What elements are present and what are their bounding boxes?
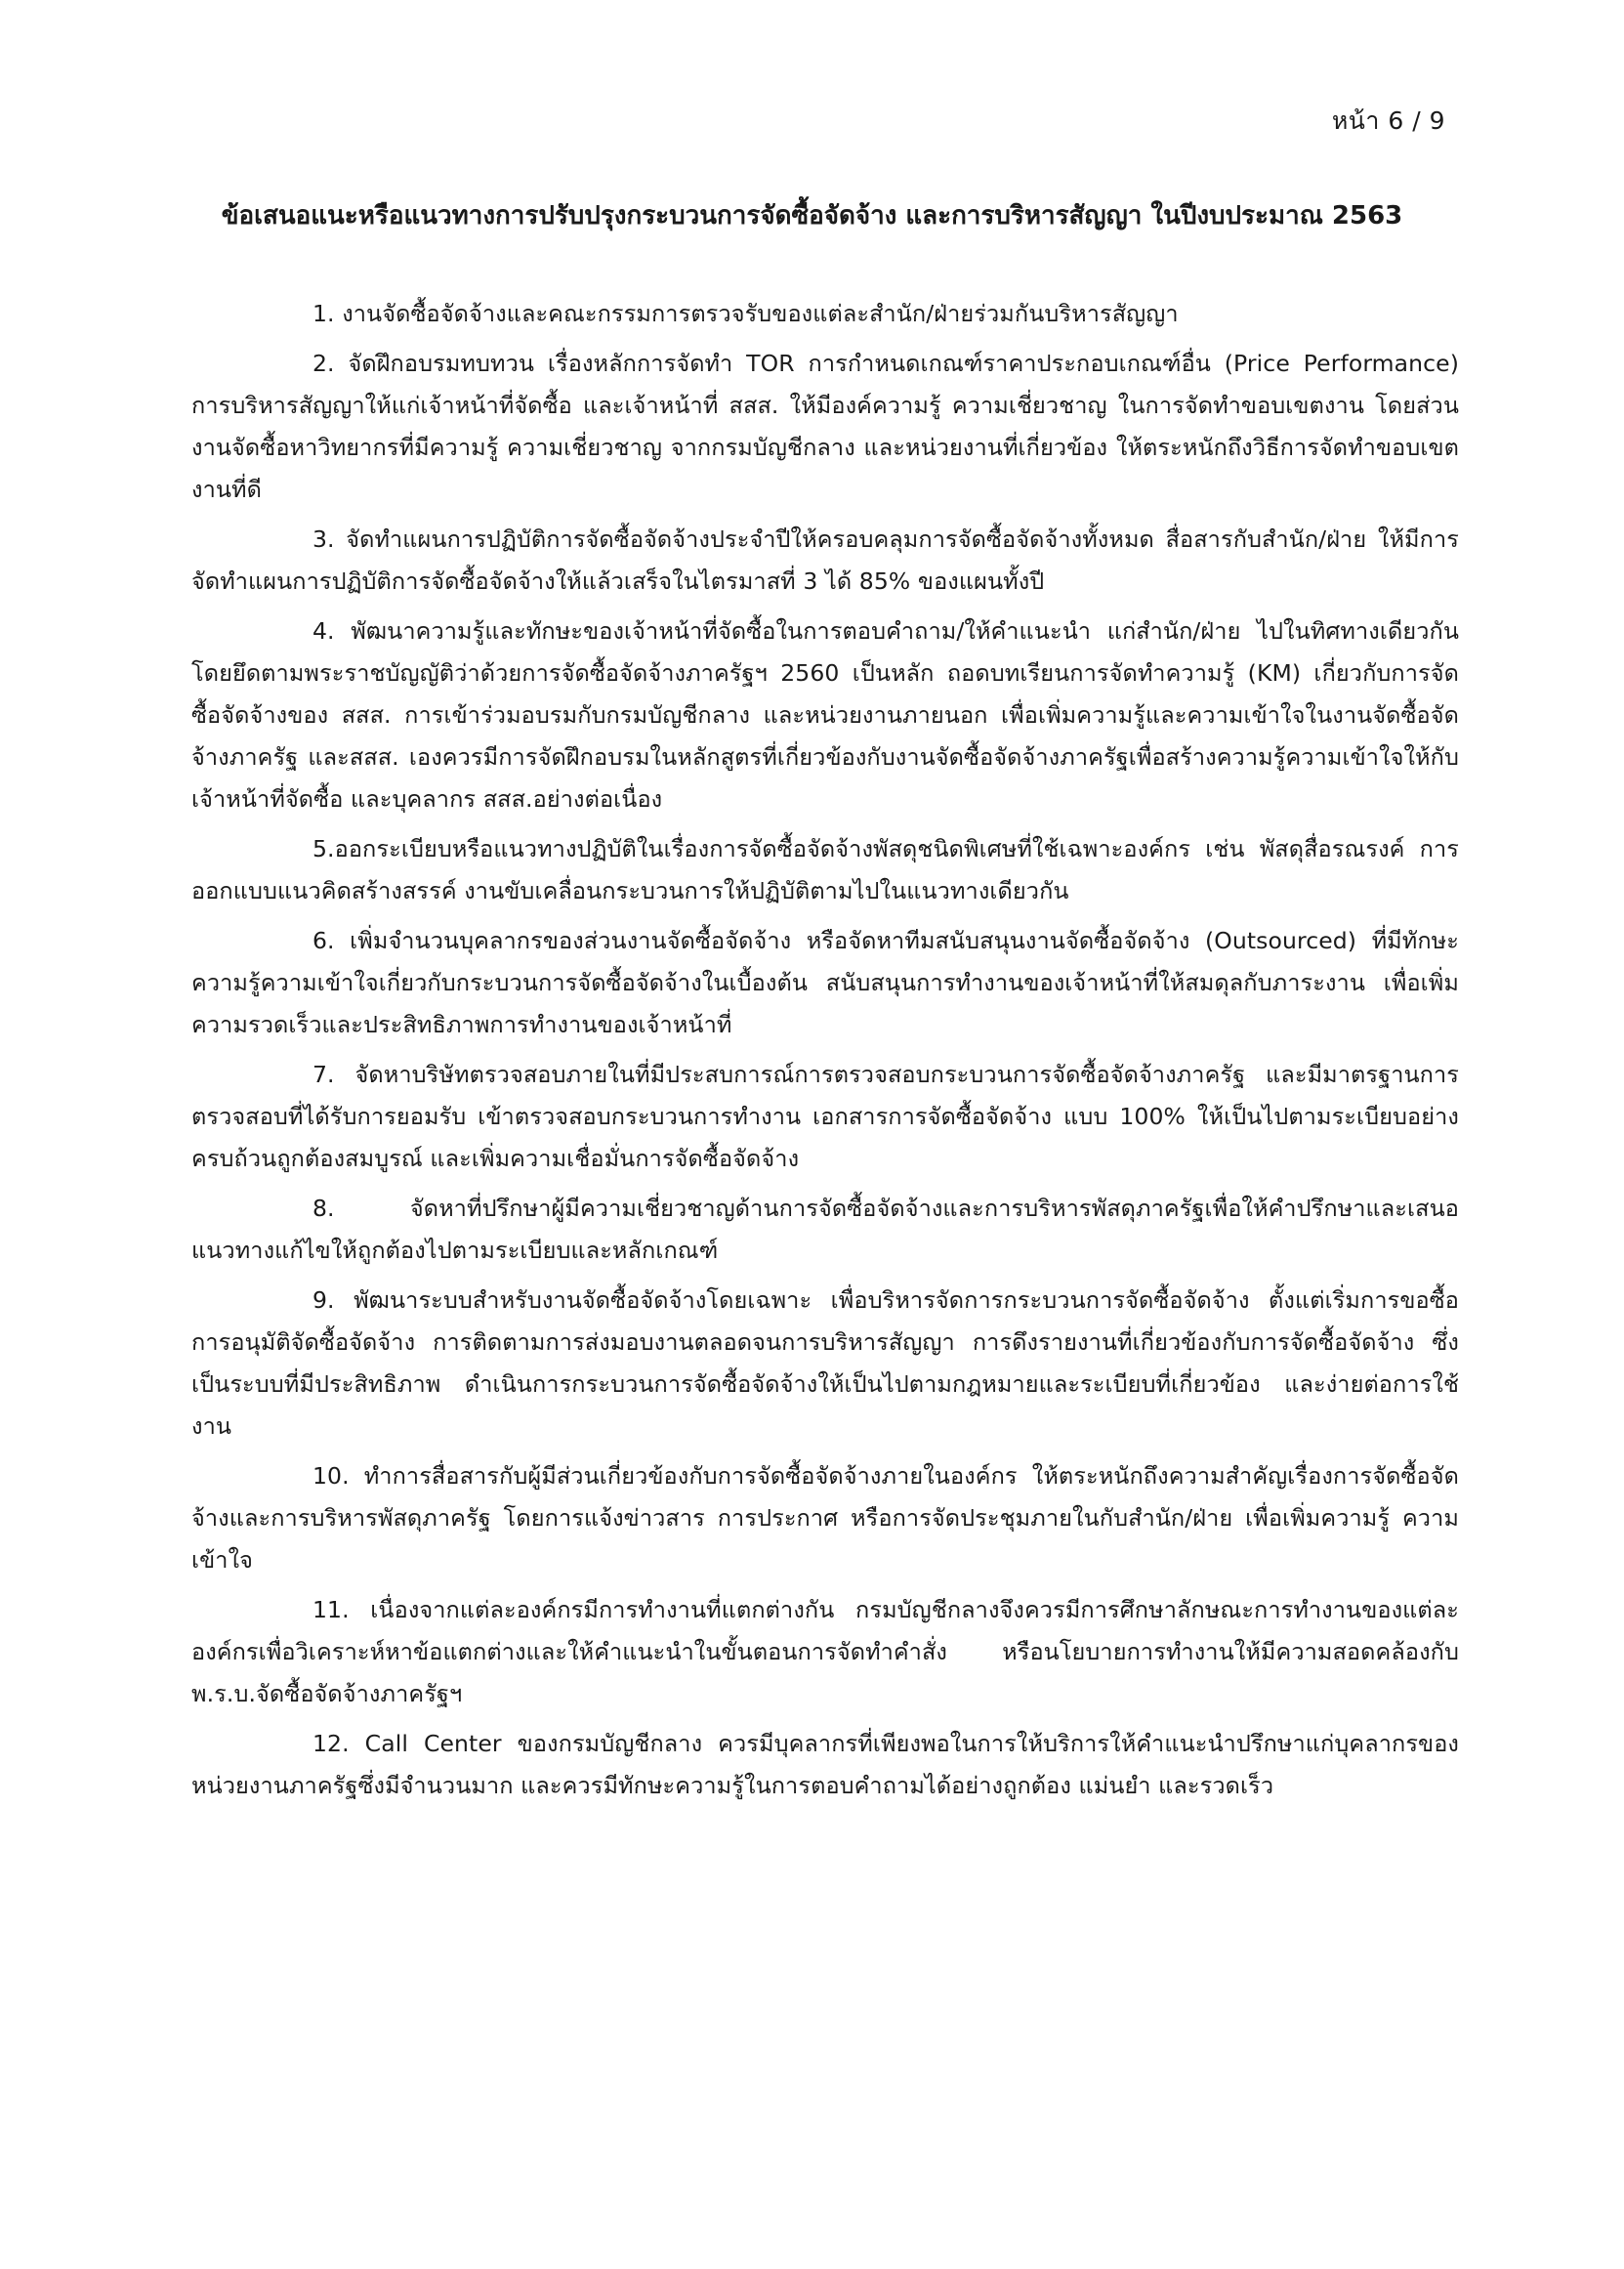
- list-item: 6. เพิ่มจำนวนบุคลากรของส่วนงานจัดซื้อจัดจ้าง หรือจัดหาทีมสนับสนุนงานจัดซื้อจัดจ้าง (Outsourced) ที่มีทักษะความรู้ความเข้าใจเกี่ยวกับกระบวนการจัดซื้อจัดจ้างในเบื้องต้น สนับสนุนการทำงานของเจ้าหน้าที่ให้สมดุลกับภาระงาน เพื่อเพิ่มความรวดเร็วและประสิทธิภาพการทำงานของเจ้าหน้าที่: [191, 927, 1459, 1038]
- list-item: 9. พัฒนาระบบสำหรับงานจัดซื้อจัดจ้างโดยเฉพาะ เพื่อบริหารจัดการกระบวนการจัดซื้อจัดจ้าง ตั้งแต่เริ่มการขอซื้อ การอนุมัติจัดซื้อจัดจ้าง การติดตามการส่งมอบงานตลอดจนการบริหารสัญญา การดึงรายงานที่เกี่ยวข้องกับการจัดซื้อจัดจ้าง ซึ่งเป็นระบบที่มีประสิทธิภาพ ดำเนินการกระบวนการจัดซื้อจัดจ้างให้เป็นไปตามกฎหมายและระเบียบที่เกี่ยวข้อง และง่ายต่อการใช้งาน: [191, 1286, 1459, 1440]
- list-item: 3. จัดทำแผนการปฏิบัติการจัดซื้อจัดจ้างประจำปีให้ครอบคลุมการจัดซื้อจัดจ้างทั้งหมด สื่อสารกับสำนัก/ฝ่าย ให้มีการจัดทำแผนการปฏิบัติการจัดซื้อจัดจ้างให้แล้วเสร็จในไตรมาสที่ 3 ได้ 85% ของแผนทั้งปี: [191, 525, 1459, 595]
- page-number: หน้า 6 / 9: [1331, 106, 1445, 135]
- list-item: 8. จัดหาที่ปรึกษาผู้มีความเชี่ยวชาญด้านการจัดซื้อจัดจ้างและการบริหารพัสดุภาครัฐเพื่อให้คำปรึกษาและเสนอแนวทางแก้ไขให้ถูกต้องไปตามระเบียบและหลักเกณฑ์: [191, 1195, 1459, 1264]
- recommendation-list: [191, 293, 1459, 1815]
- list-item: 12. Call Center ของกรมบัญชีกลาง ควรมีบุคลากรที่เพียงพอในการให้บริการให้คำแนะนำปรึกษาแก่บุคลากรของหน่วยงานภาครัฐซึ่งมีจำนวนมาก และควรมีทักษะความรู้ในการตอบคำถามได้อย่างถูกต้อง แม่นยำ และรวดเร็ว: [191, 1730, 1459, 1799]
- list-item: 7. จัดหาบริษัทตรวจสอบภายในที่มีประสบการณ์การตรวจสอบกระบวนการจัดซื้อจัดจ้างภาครัฐ และมีมาตรฐานการตรวจสอบที่ได้รับการยอมรับ เข้าตรวจสอบกระบวนการทำงาน เอกสารการจัดซื้อจัดจ้าง แบบ 100% ให้เป็นไปตามระเบียบอย่างครบถ้วนถูกต้องสมบูรณ์ และเพิ่มความเชื่อมั่นการจัดซื้อจัดจ้าง: [191, 1061, 1459, 1172]
- list-item: 11. เนื่องจากแต่ละองค์กรมีการทำงานที่แตกต่างกัน กรมบัญชีกลางจึงควรมีการศึกษาลักษณะการทำงานของแต่ละองค์กรเพื่อวิเคราะห์หาข้อแตกต่างและให้คำแนะนำในขั้นตอนการจัดทำคำสั่ง หรือนโยบายการทำงานให้มีความสอดคล้องกับ พ.ร.บ.จัดซื้อจัดจ้างภาครัฐฯ: [191, 1596, 1459, 1707]
- list-item: 10. ทำการสื่อสารกับผู้มีส่วนเกี่ยวข้องกับการจัดซื้อจัดจ้างภายในองค์กร ให้ตระหนักถึงความสำคัญเรื่องการจัดซื้อจัดจ้างและการบริหารพัสดุภาครัฐ โดยการแจ้งข่าวสาร การประกาศ หรือการจัดประชุมภายในกับสำนัก/ฝ่าย เพื่อเพิ่มความรู้ ความเข้าใจ: [191, 1462, 1459, 1574]
- list-item: 1. งานจัดซื้อจัดจ้างและคณะกรรมการตรวจรับของแต่ละสำนัก/ฝ่ายร่วมกันบริหารสัญญา: [312, 300, 1179, 327]
- list-item: 5.ออกระเบียบหรือแนวทางปฏิบัติในเรื่องการจัดซื้อจัดจ้างพัสดุชนิดพิเศษที่ใช้เฉพาะองค์กร เช่น พัสดุสื่อรณรงค์ การออกแบบแนวคิดสร้างสรรค์ งานขับเคลื่อนกระบวนการให้ปฏิบัติตามไปในแนวทางเดียวกัน: [191, 835, 1459, 904]
- list-item: 2. จัดฝึกอบรมทบทวน เรื่องหลักการจัดทำ TOR การกำหนดเกณฑ์ราคาประกอบเกณฑ์อื่น (Price Performance) การบริหารสัญญาให้แก่เจ้าหน้าที่จัดซื้อ และเจ้าหน้าที่ สสส. ให้มีองค์ความรู้ ความเชี่ยวชาญ ในการจัดทำขอบเขตงาน โดยส่วนงานจัดซื้อหาวิทยากรที่มีความรู้ ความเชี่ยวชาญ จากกรมบัญชีกลาง และหน่วยงานที่เกี่ยวข้อง ให้ตระหนักถึงวิธีการจัดทำขอบเขตงานที่ดี: [191, 350, 1459, 503]
- list-item: 4. พัฒนาความรู้และทักษะของเจ้าหน้าที่จัดซื้อในการตอบคำถาม/ให้คำแนะนำ แก่สำนัก/ฝ่าย ไปในทิศทางเดียวกันโดยยึดตามพระราชบัญญัติว่าด้วยการจัดซื้อจัดจ้างภาครัฐฯ 2560 เป็นหลัก ถอดบทเรียนการจัดทำความรู้ (KM) เกี่ยวกับการจัดซื้อจัดจ้างของ สสส. การเข้าร่วมอบรมกับกรมบัญชีกลาง และหน่วยงานภายนอก เพื่อเพิ่มความรู้และความเข้าใจในงานจัดซื้อจัดจ้างภาครัฐ และสสส. เองควรมีการจัดฝึกอบรมในหลักสูตรที่เกี่ยวข้องกับงานจัดซื้อจัดจ้างภาครัฐเพื่อสร้างความรู้ความเข้าใจให้กับเจ้าหน้าที่จัดซื้อ และบุคลากร สสส.อย่างต่อเนื่อง: [191, 617, 1459, 813]
- page-title: ข้อเสนอแนะหรือแนวทางการปรับปรุงกระบวนการจัดซื้อจัดจ้าง และการบริหารสัญญา ในปีงบประมาณ 2563: [221, 201, 1403, 231]
